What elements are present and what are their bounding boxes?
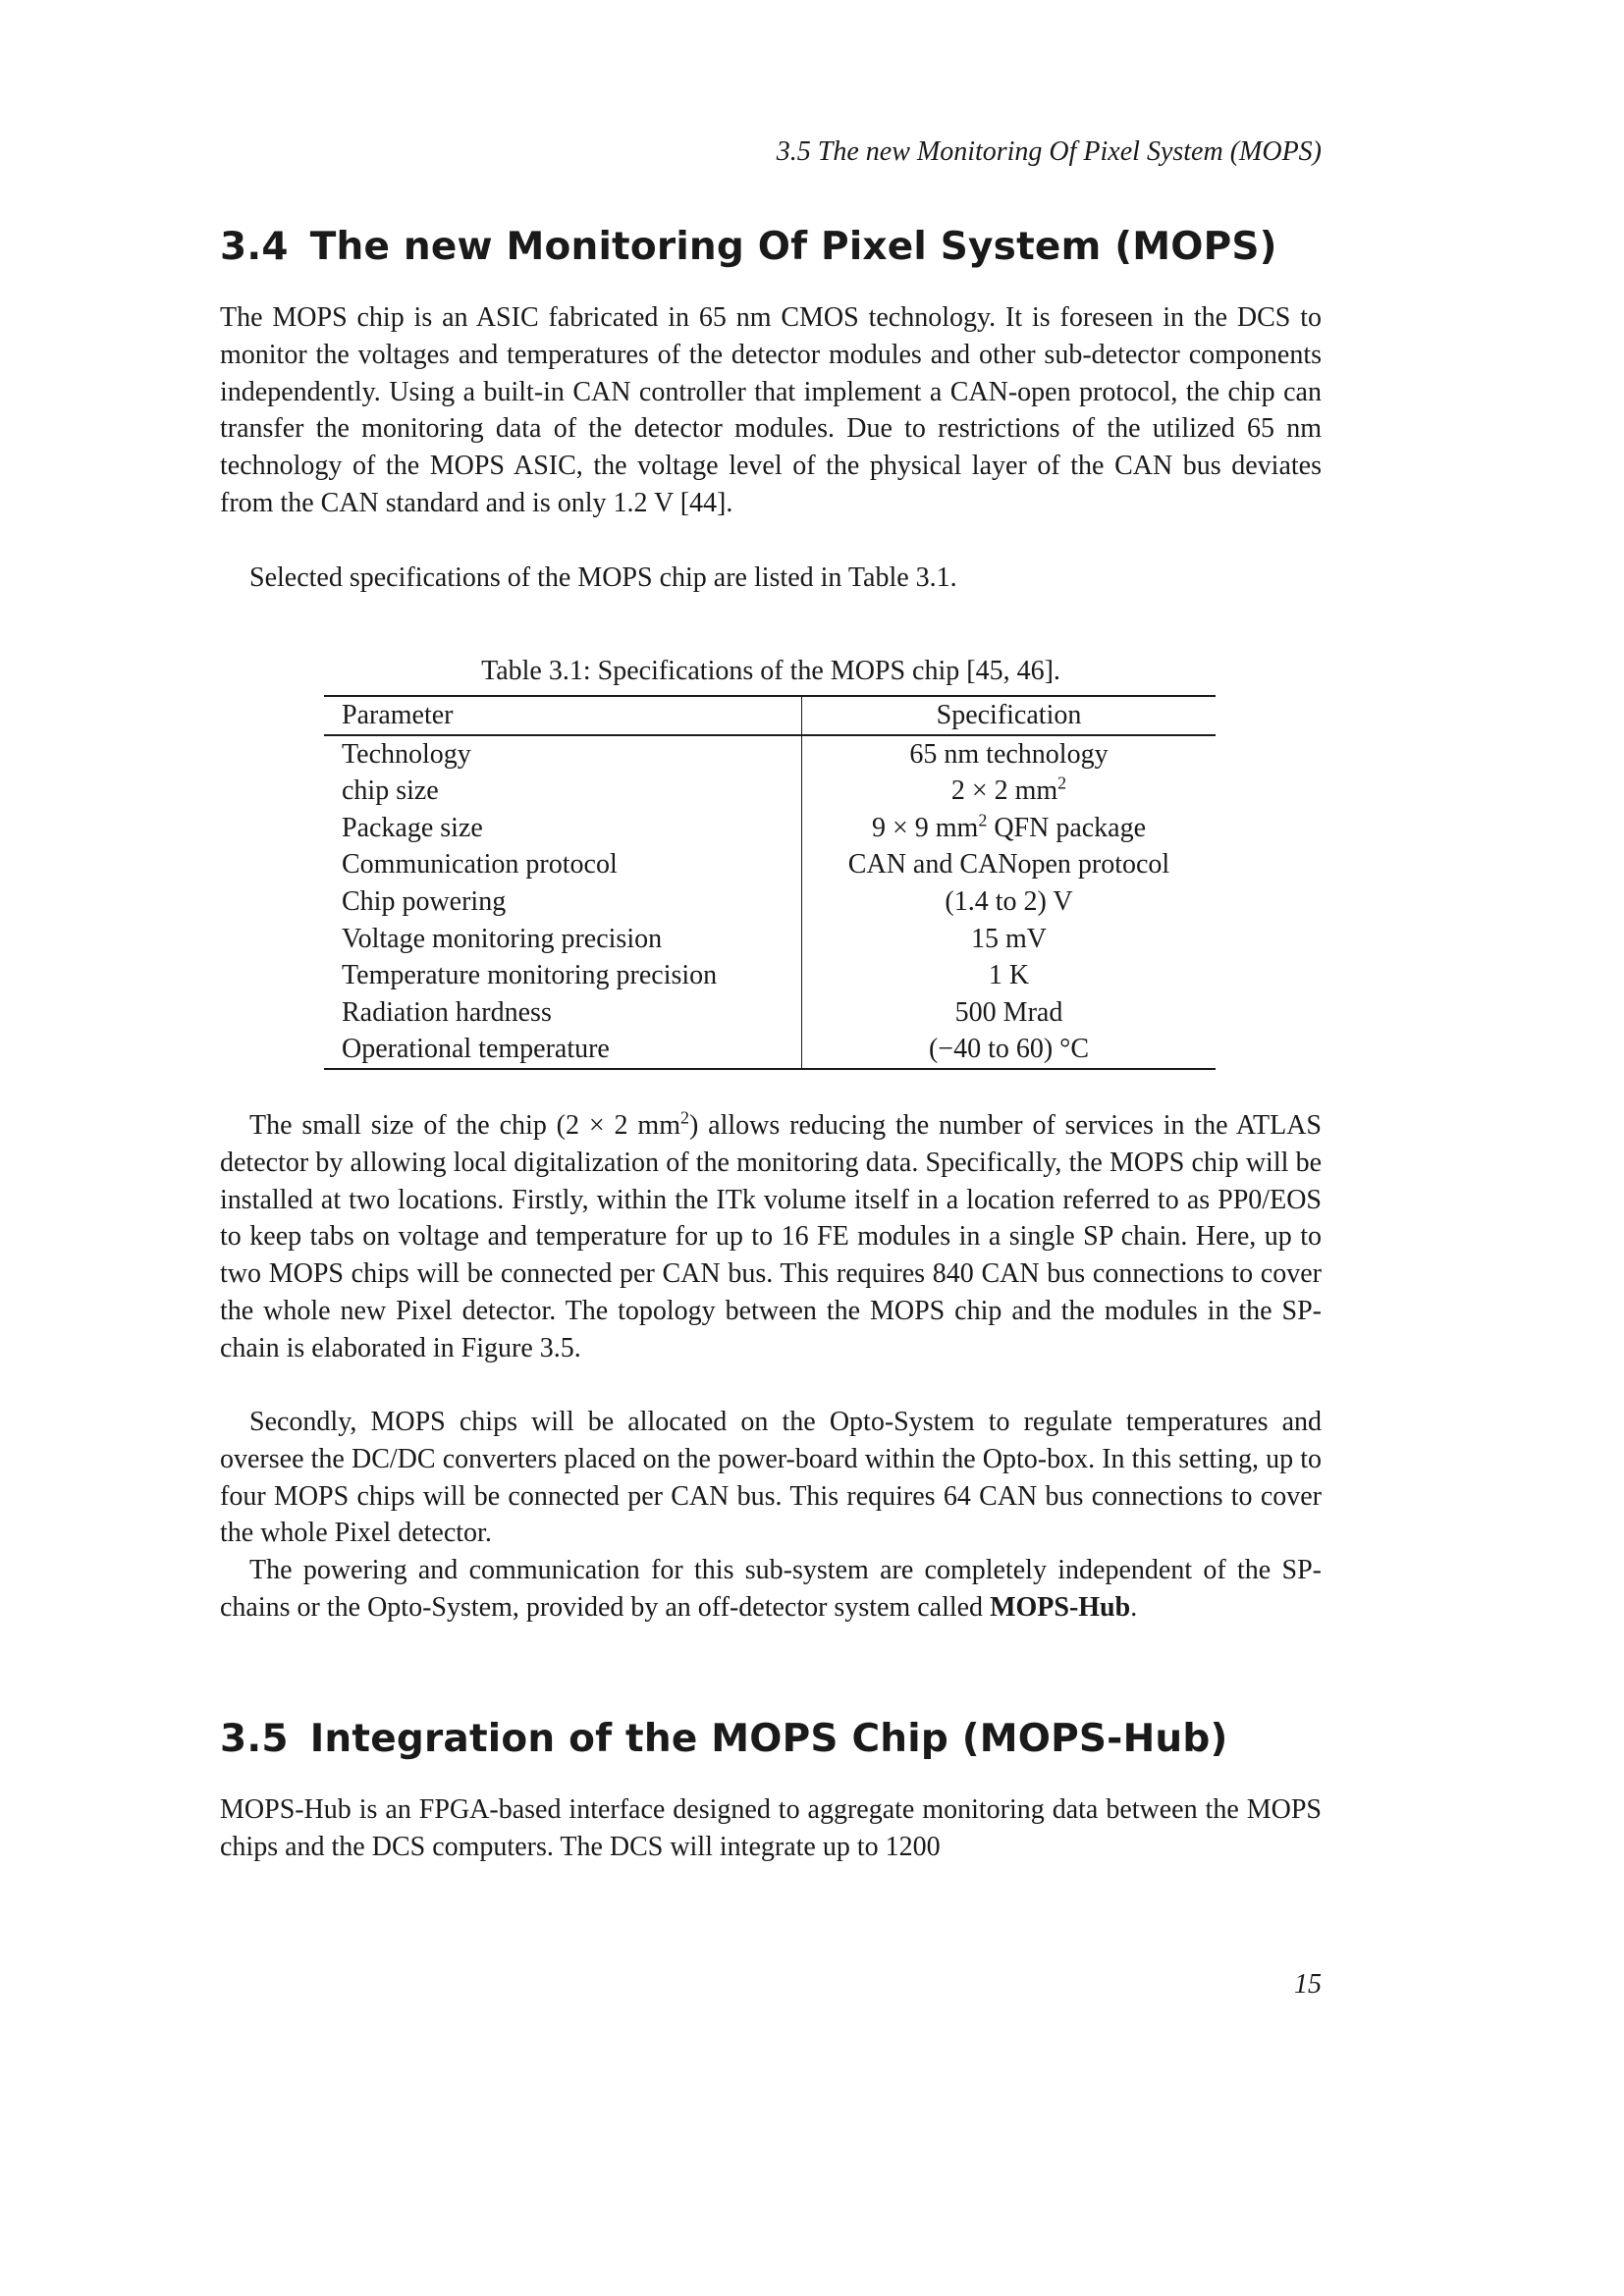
table-row <box>324 735 1216 774</box>
table-header-row <box>324 696 1216 735</box>
specification-cell: 1 K <box>988 960 1030 991</box>
section-heading-3-4 <box>220 224 1322 271</box>
parameter-cell: Package size <box>324 810 802 847</box>
specification-cell <box>802 810 1217 847</box>
paragraph-text-continued: ) allows reducing the number of services in the ATLAS detector by allowing local digitalization of the monitoring data. Specifically, the MOPS chip will be installed at two locations. Firstly, within the ITk volume itself in a location referred to as PP0/EOS to keep tabs on voltage and temperature for up to 16 FE modules in a single SP chain. Here, up to two MOPS chips will be connected per CAN bus. This requires 840 CAN bus connections to cover the whole new Pixel detector. The topology between the MOPS chip and the modules in the SP-chain is elaborated in Figure 3.5. <box>220 1110 1323 1363</box>
table-row <box>324 883 1216 921</box>
paragraph-chip-locations <box>220 1107 1322 1367</box>
table-row <box>324 921 1216 958</box>
parameter-cell: Chip powering <box>324 883 802 921</box>
section-number: 3.4 <box>220 225 289 269</box>
paragraph-mops-hub-intro <box>220 1552 1322 1627</box>
bold-term: MOPS-Hub <box>990 1591 1131 1623</box>
paragraph-mops-hub-description: MOPS-Hub is an FPGA-based interface designed to aggregate monitoring data between the MOPS chips and the DCS computers. The DCS will integrate up to 1200 <box>220 1794 1322 1862</box>
section-number: 3.5 <box>220 1717 289 1761</box>
column-header-parameter: Parameter <box>324 696 802 735</box>
paragraph-text: The small size of the chip (2 × 2 mm <box>249 1110 680 1141</box>
section-title: The new Monitoring Of Pixel System (MOPS) <box>309 225 1277 269</box>
specification-cell: (1.4 to 2) V <box>945 885 1073 917</box>
specifications-table <box>324 695 1216 1070</box>
column-header-specification: Specification <box>936 700 1082 730</box>
table-row <box>324 1031 1216 1069</box>
specification-cell: 15 mV <box>971 923 1047 954</box>
parameter-cell: Communication protocol <box>324 846 802 883</box>
paragraph-text: The powering and communication for this sub-system are completely independent of the SP-chains or the Opto-System, provided by an off-detector system called <box>220 1555 1322 1623</box>
table-row <box>324 846 1216 883</box>
parameter-cell: Radiation hardness <box>324 994 802 1032</box>
spec-text-suffix: QFN package <box>987 812 1147 843</box>
specification-cell: 65 nm technology <box>909 738 1109 770</box>
paragraph-mops-intro: The MOPS chip is an ASIC fabricated in 65 nm CMOS technology. It is foreseen in the DCS to monitor the voltages and temperatures of the detector modules and other sub-detector components independently. Using a built-in CAN controller that implement a CAN-open protocol, the chip can transfer the monitoring data of the detector modules. Due to restrictions of the utilized 65 nm technology of the MOPS ASIC, the voltage level of the physical layer of the CAN bus deviates from the CAN standard and is only 1.2 V [44]. <box>220 302 1322 518</box>
superscript: 2 <box>679 1107 689 1128</box>
specification-cell: 500 Mrad <box>954 996 1063 1028</box>
parameter-cell: Temperature monitoring precision <box>324 957 802 994</box>
spec-text: 9 × 9 mm <box>871 812 979 843</box>
table-row <box>324 957 1216 994</box>
specification-cell <box>802 773 1217 810</box>
parameter-cell: Voltage monitoring precision <box>324 921 802 958</box>
parameter-cell: chip size <box>324 773 802 810</box>
paragraph-text-end: . <box>1130 1591 1138 1623</box>
spec-superscript: 2 <box>978 810 988 830</box>
section-title: Integration of the MOPS Chip (MOPS-Hub) <box>309 1717 1228 1761</box>
spec-superscript: 2 <box>1057 773 1067 793</box>
table-row <box>324 810 1216 847</box>
table-caption: Table 3.1: Specifications of the MOPS chip [45, 46]. <box>481 656 1060 686</box>
parameter-cell: Technology <box>324 735 802 774</box>
running-head: 3.5 The new Monitoring Of Pixel System (MOPS) <box>776 136 1322 167</box>
parameter-cell: Operational temperature <box>324 1031 802 1069</box>
spec-text: 2 × 2 mm <box>950 775 1058 807</box>
paragraph-opto-system: Secondly, MOPS chips will be allocated on the Opto-System to regulate temperatures and oversee the DC/DC converters placed on the power-board within the Opto-box. In this setting, up to four MOPS chips will be connected per CAN bus. This requires 64 CAN bus connections to cover the whole Pixel detector. <box>220 1407 1322 1549</box>
section-heading-3-5 <box>220 1716 1322 1763</box>
table-row <box>324 994 1216 1032</box>
paragraph-table-reference: Selected specifications of the MOPS chip are listed in Table 3.1. <box>249 562 957 593</box>
specification-cell: (−40 to 60) °C <box>928 1034 1090 1065</box>
specification-cell: CAN and CANopen protocol <box>847 849 1170 881</box>
page-number: 15 <box>1294 1969 1322 2000</box>
table-row <box>324 773 1216 810</box>
